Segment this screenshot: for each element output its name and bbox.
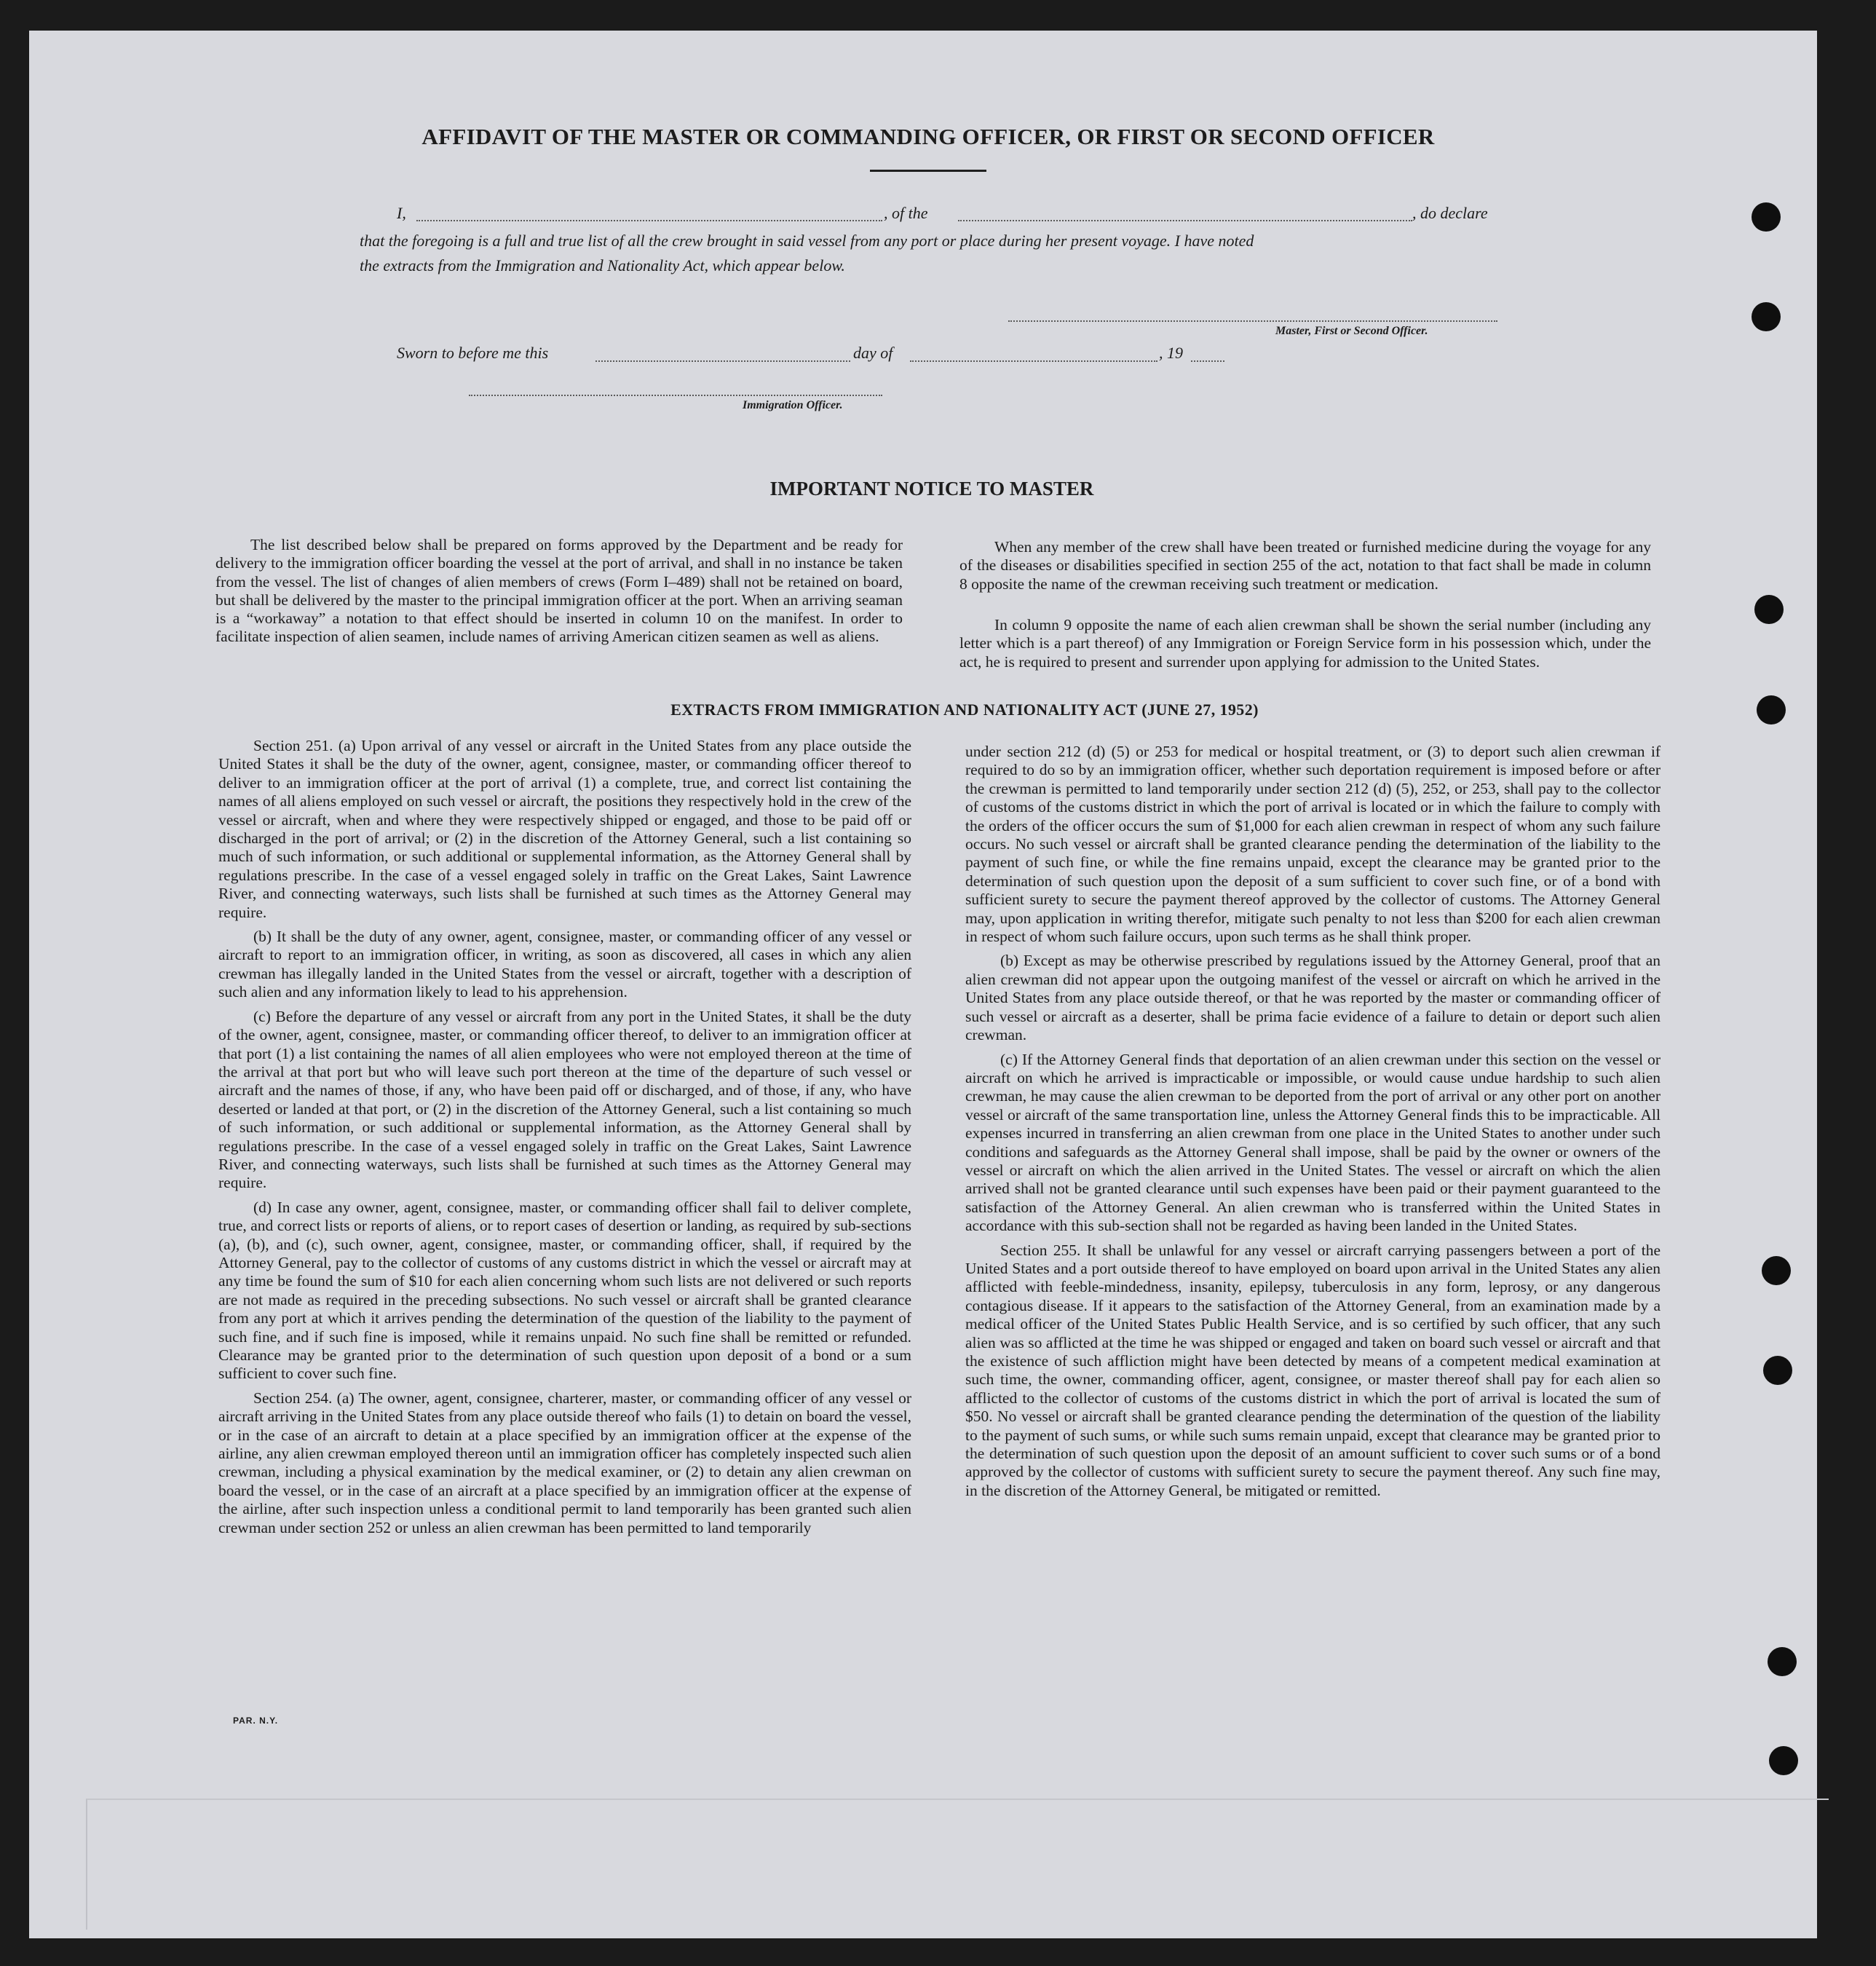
sworn-day-field[interactable] (595, 360, 850, 362)
vessel-field[interactable] (958, 220, 1412, 221)
punch-hole (1754, 595, 1784, 624)
affidavit-title: AFFIDAVIT OF THE MASTER OR COMMANDING OFFICER, OR FIRST OR SECOND OFFICER (421, 124, 1435, 149)
inner-frame (86, 1799, 1829, 1930)
sworn-month-field[interactable] (910, 360, 1157, 362)
punch-hole (1752, 302, 1781, 331)
extracts-title: EXTRACTS FROM IMMIGRATION AND NATIONALITY ACT (JUNE 27, 1952) (670, 700, 1259, 719)
sworn-year-field[interactable] (1191, 360, 1224, 362)
sworn-label: Sworn to before me this (397, 344, 549, 362)
declaration-line-2: the extracts from the Immigration and Nationality Act, which appear below. (360, 256, 845, 275)
do-declare-label: , do declare (1412, 204, 1488, 222)
punch-hole (1757, 695, 1786, 725)
name-field[interactable] (416, 220, 882, 221)
printer-mark: PAR. N.Y. (233, 1716, 279, 1726)
officer-signature-label: Immigration Officer. (743, 399, 843, 411)
extracts-left-column (218, 737, 911, 1543)
notice-title: IMPORTANT NOTICE TO MASTER (769, 478, 1094, 500)
year-label: , 19 (1159, 344, 1183, 362)
notice-right-paragraph-2: In column 9 opposite the name of each alien crewman shall be shown the serial number (including any letter which is a part thereof) of any Immigration or Foreign Service form in his possession which, under the act, he is required to present and surrender upon applying for admission to the United States. (959, 616, 1651, 671)
section-254-b: (b) Except as may be otherwise prescribed by regulations issued by the Attorney General, proof that an alien crewman did not appear upon the outgoing manifest of the vessel or aircraft on which he arrived in the United States from any place outside thereof, or that he was reported by the master or commanding officer of such vessel or aircraft as a deserter, shall be prima facie evidence of a failure to detain or deport such alien crewman. (965, 952, 1661, 1044)
notice-left-paragraph: The list described below shall be prepared on forms approved by the Department and be ready for delivery to the immigration officer boarding the vessel at the port of arrival, and shall in no instance be taken from the vessel. The list of changes of alien members of crews (Form I–489) shall not be retained on board, but shall be delivered by the master to the principal immigration officer at the port. When an arriving seaman is a “workaway” a notation to that effect should be inserted in column 10 on the manifest. In order to facilitate inspection of alien seamen, include names of arriving American citizen seamen as well as aliens. (215, 536, 903, 646)
punch-hole (1768, 1647, 1797, 1676)
punch-hole (1752, 202, 1781, 232)
punch-hole (1763, 1356, 1792, 1385)
officer-signature-field[interactable] (469, 395, 882, 396)
i-label: I, (397, 204, 406, 222)
section-255: Section 255. It shall be unlawful for any vessel or aircraft carrying passengers between a port of the United States and a port outside thereof to have employed on board upon arrival in the United States any alien afflicted with feeble-mindedness, insanity, epilepsy, tuberculosis in any form, leprosy, or any dangerous contagious disease. If it appears to the satisfaction of the Attorney General, from an examination made by a medical officer of the United States Public Health Service, and is so certified by such officer, that any such alien was so afflicted at the time he was shipped or engaged and taken on board such vessel or aircraft and that the existence of such affliction might have been detected by means of a competent medical examination at such time, the owner, commanding officer, agent, consignee, or master thereof shall pay for each alien so afflicted to the collector of customs of the customs district in which the port of arrival is located the sum of $50. No vessel or aircraft shall be granted clearance pending the determination of the question of the liability to the payment of such sums, or while such sums remain unpaid, except that clearance may be granted prior to the determination of such question upon the deposit of an amount sufficient to cover such sums or of a bond approved by the collector of customs with sufficient surety to secure the payment thereof. Any such fine may, in the discretion of the Attorney General, be mitigated or remitted. (965, 1241, 1661, 1499)
punch-hole (1769, 1746, 1798, 1775)
section-254-c: (c) If the Attorney General finds that deportation of an alien crewman under this section on the vessel or aircraft on which he arrived is impracticable or impossible, or would cause undue hardship to such alien crewman, he may cause the alien crewman to be deported from the port of arrival or any other port on another vessel or aircraft of the same transportation line, unless the Attorney General finds this to be impracticable. All expenses incurred in transferring an alien crewman from one place in the United States to another under such conditions and safeguards as the Attorney General shall impose, shall be paid by the owner or owners of the vessel or aircraft on which the alien arrived in the United States. The vessel or aircraft on which the alien arrived shall not be granted clearance until such expenses have been paid or their payment guaranteed to the satisfaction of the Attorney General. An alien crewman who is transferred within the United States in accordance with this sub-section shall not be regarded as having been landed in the United States. (965, 1050, 1661, 1235)
section-254-a-continued: under section 212 (d) (5) or 253 for medical or hospital treatment, or (3) to deport such alien crewman if required to do so by an immigration officer, whether such deportation requirement is imposed before or after the crewman is permitted to land temporarily under section 212 (d) (5), 252, or 253, shall pay to the collector of customs of the customs district in which the port of arrival is located or in which the failure to comply with the orders of the officer occurs the sum of $1,000 for each alien crewman in respect of whom any such failure occurs. No such vessel or aircraft shall be granted clearance pending the determination of the liability to the payment of such fine, or while the fine remains unpaid, except the clearance may be granted prior to the determination of such question upon the deposit of a sum sufficient to cover such fine, or of a bond with sufficient surety to secure the payment thereof approved by the collector of customs. The Attorney General may, upon application in writing therefor, mitigate such penalty to not less than $200 for each alien crewman in respect of whom such failure occurs, upon such terms as he shall think proper. (965, 743, 1661, 946)
extracts-right-column (965, 743, 1661, 1506)
master-signature-label: Master, First or Second Officer. (1275, 325, 1428, 337)
section-254-a: Section 254. (a) The owner, agent, consignee, charterer, master, or commanding officer of any vessel or aircraft arriving in the United States from any place outside thereof who fails (1) to detain on board the vessel, or in the case of an aircraft to detain at a place specified by an immigration officer at the expense of the airline, any alien crewman employed thereon until an immigration officer has completely inspected such alien crewman, including a physical examination by the medical examiner, or (2) to detain any alien crewman on board the vessel, or in the case of an aircraft at a place specified by an immigration officer at the expense of the airline, after such inspection unless a conditional permit to land temporarily has been granted such alien crewman under section 252 or unless an alien crewman has been permitted to land temporarily (218, 1389, 911, 1536)
declaration-line-1: that the foregoing is a full and true list of all the crew brought in said vessel from any port or place during her present voyage. I have noted (360, 232, 1254, 250)
punch-hole (1762, 1256, 1791, 1285)
notice-right-paragraph-1: When any member of the crew shall have been treated or furnished medicine during the voyage for any of the diseases or disabilities specified in section 255 of the act, notation to that fact shall be made in column 8 opposite the name of the crewman receiving such treatment or medication. (959, 538, 1651, 593)
of-the-label: , of the (884, 204, 928, 222)
section-251-a: Section 251. (a) Upon arrival of any vessel or aircraft in the United States from any place outside the United States it shall be the duty of the owner, agent, consignee, master, or commanding officer thereof to deliver to an immigration officer at the port of arrival (1) a complete, true, and correct list containing the names of all aliens employed on such vessel or aircraft, the positions they respectively hold in the crew of the vessel or aircraft, when and where they were respectively shipped or engaged, and those to be paid off or discharged in the port of arrival; or (2) in the discretion of the Attorney General, such a list containing so much of such information, or such additional or supplemental information, as the Attorney General shall by regulations prescribe. In the case of a vessel engaged solely in traffic on the Great Lakes, Saint Lawrence River, and connecting waterways, such lists shall be furnished at such times as the Attorney General may require. (218, 737, 911, 921)
title-rule (870, 170, 986, 172)
section-251-b: (b) It shall be the duty of any owner, agent, consignee, master, or commanding officer of any vessel or aircraft to report to an immigration officer, in writing, as soon as discovered, all cases in which any alien crewman has illegally landed in the United States from the vessel or aircraft, together with a description of such alien and any information likely to lead to his apprehension. (218, 928, 911, 1001)
section-251-c: (c) Before the departure of any vessel or aircraft from any port in the United States, it shall be the duty of the owner, agent, consignee, master, or commanding officer thereof, to deliver to an immigration officer at that port (1) a list containing the names of all alien employees who were not employed thereon at the time of the arrival at that port but who will leave such port thereon at the time of the departure of such vessel or aircraft and the names of those, if any, who have been paid off or discharged, and of those, if any, who have deserted or landed at that port, or (2) in the discretion of the Attorney General, such a list containing so much of such information, or such additional or supplemental information, as the Attorney General shall by regulations prescribe. In the case of a vessel engaged solely in traffic on the Great Lakes, Saint Lawrence River, and connecting waterways, such lists shall be furnished at such times as the Attorney General may require. (218, 1007, 911, 1192)
section-251-d: (d) In case any owner, agent, consignee, master, or commanding officer shall fail to deliver complete, true, and correct lists or reports of aliens, or to report cases of desertion or landing, as required by sub-sections (a), (b), and (c), such owner, agent, consignee, master, or commanding officer, shall, if required by the Attorney General, pay to the collector of customs of any customs district in which the vessel or aircraft may at any time be found the sum of $10 for each alien concerning whom such lists are not delivered or such reports are not made as required in the preceding subsections. No such vessel or aircraft shall be granted clearance from any port at which it arrives pending the determination of the question of the liability to the payment of such fine, and if such fine is imposed, while it remains unpaid. No such fine shall be remitted or refunded. Clearance may be granted prior to the determination of such question upon deposit of a bond or a sum sufficient to cover such fine. (218, 1198, 911, 1383)
master-signature-field[interactable] (1008, 320, 1497, 322)
day-of-label: day of (853, 344, 893, 362)
